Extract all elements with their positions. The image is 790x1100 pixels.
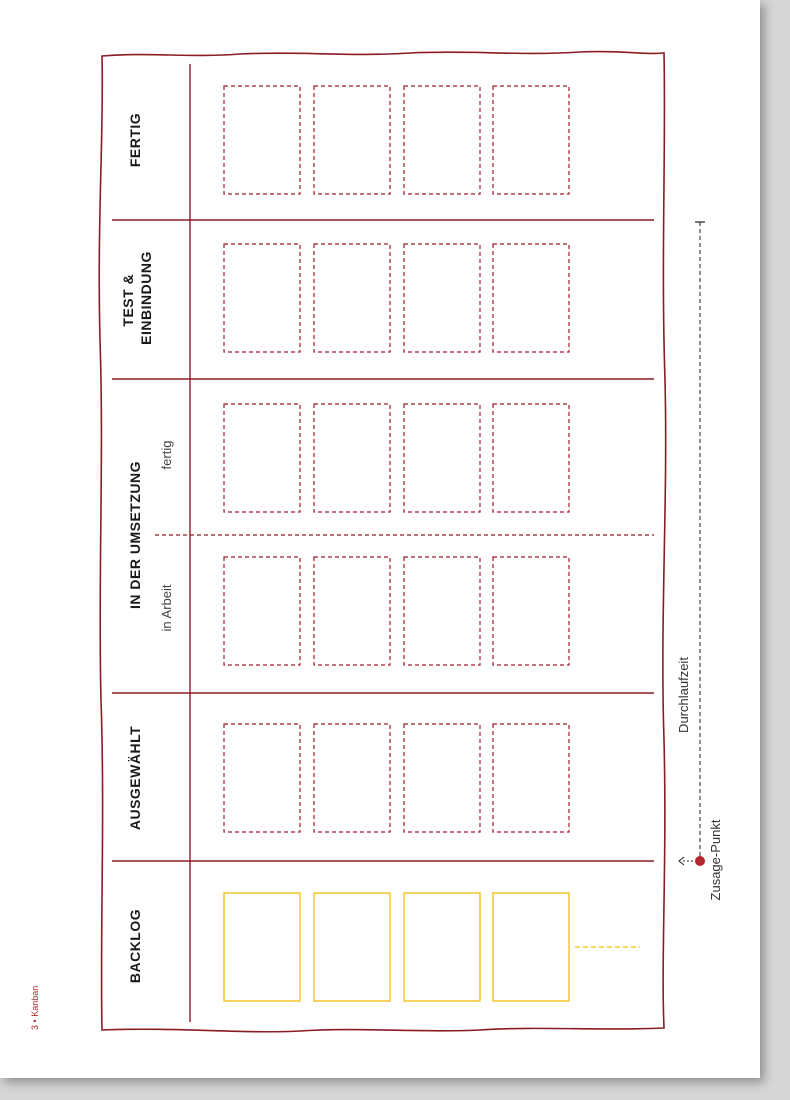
card-placeholder [224,724,300,832]
card-placeholder [404,86,480,194]
card-placeholder [493,244,569,352]
section-title: Kanban [30,985,40,1017]
commitment-point-label: Zusage-Punkt [708,819,723,901]
backlog-card [314,893,390,1001]
subcolumn-label-in-work: in Arbeit [159,584,174,632]
card-placeholder [314,86,390,194]
card-placeholder [404,557,480,665]
cards-selected [224,724,569,832]
backlog-card [404,893,480,1001]
card-placeholder [224,557,300,665]
card-placeholder [493,86,569,194]
card-placeholder [493,404,569,512]
card-placeholder [493,724,569,832]
card-placeholder [314,724,390,832]
card-placeholder [404,244,480,352]
cards-backlog [224,893,569,1001]
card-placeholder [224,86,300,194]
column-header-test: TEST & EINBINDUNG [120,251,154,345]
column-header-fertig: FERTIG [127,112,143,168]
card-placeholder [314,404,390,512]
backlog-card [224,893,300,1001]
column-header-backlog: BACKLOG [127,908,143,984]
card-placeholder [404,724,480,832]
column-header-ausgewaehlt: AUSGEWÄHLT [127,725,143,831]
subcolumn-label-done: fertig [159,440,174,470]
backlog-card [493,893,569,1001]
card-placeholder [493,557,569,665]
board-frame [99,52,665,1032]
cards-in-progress-done [224,404,569,512]
cards-test [224,244,569,352]
card-placeholder [404,404,480,512]
footer-separator: • [30,1019,40,1023]
card-placeholder [224,404,300,512]
cards-in-progress-work [224,557,569,665]
lead-time-label: Durchlaufzeit [676,657,691,733]
column-header-in-progress: IN DER UMSETZUNG [127,461,143,609]
page-number: 3 [30,1024,40,1030]
card-placeholder [224,244,300,352]
card-placeholder [314,557,390,665]
card-placeholder [314,244,390,352]
commitment-point-marker [695,856,705,866]
cards-fertig [224,86,569,194]
